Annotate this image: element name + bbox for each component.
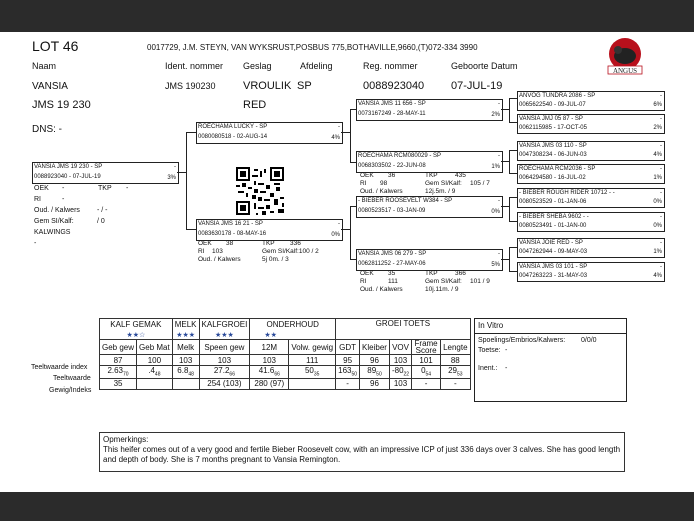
dam-dash: - (338, 221, 340, 227)
performance-table (99, 318, 471, 390)
hdr-milk: Melk (172, 340, 199, 355)
g8-name: VANSIA JMS 03 101 - SP (519, 264, 588, 270)
g2-pct: 2% (653, 125, 662, 131)
flushes-value: 0/0/0 (581, 337, 597, 344)
g2-dash: - (660, 116, 662, 122)
dob-label: Geboorte Datum (451, 61, 518, 71)
g3-dash: - (660, 143, 662, 149)
tests-value: - (505, 347, 508, 354)
hdr-gdt: GDT (336, 340, 360, 355)
self-pedigree-box (32, 162, 179, 184)
self-gem-label: Gem SI/Kalf: (34, 218, 74, 225)
sd-ri-label: RI (360, 180, 367, 187)
ss-dash: - (498, 101, 500, 107)
group-growth-test: GROEI TOETS (336, 319, 470, 340)
dam-ri-value: 103 (212, 248, 223, 255)
idx-birth-maternal: 100 (137, 355, 173, 366)
remarks-box (99, 432, 625, 472)
sd-dash: - (498, 153, 500, 159)
in-vitro-title: In Vitro (478, 321, 504, 330)
wt-mature-weight (289, 378, 336, 389)
dd-ri-label: RI (360, 278, 367, 285)
wt-frame-score: - (412, 378, 441, 389)
animal-color: RED (243, 99, 267, 111)
ggp-box-6 (517, 212, 665, 232)
group-calving-ease: KALF GEMAK (100, 319, 173, 330)
sex-label: Geslag (243, 61, 272, 71)
dd-pct: 5% (491, 262, 500, 268)
ss-name: VANSIA JMS 11 656 - SP (358, 101, 426, 107)
sd-tkp-label: TKP (425, 172, 438, 179)
sire-dam-box (356, 151, 503, 173)
ggp-box-2 (517, 114, 665, 134)
vaccination-label: Inent.: (478, 365, 498, 372)
ggp-box-7 (517, 238, 665, 258)
self-oud-value: - / - (97, 207, 108, 214)
ggp-box-5 (517, 188, 665, 208)
lot-number: LOT 46 (32, 38, 79, 54)
dd-oud-label: Oud. / Kalwers (360, 286, 403, 293)
dd-oud-value: 10j.11m. / 9 (425, 286, 459, 293)
wt-birth-maternal (137, 378, 173, 389)
g1-pct: 6% (653, 102, 662, 108)
dd-ri-value: 111 (388, 278, 398, 285)
ebv-mature-weight: $50_{35}$ (289, 366, 336, 379)
ds-pct: 0% (491, 209, 500, 215)
g4-dash: - (660, 166, 662, 172)
self-oek-label: OEK (34, 185, 49, 192)
dam-oud-value: 5j 0m. / 3 (262, 256, 289, 263)
row-label-weight: Gewig/Indeks (49, 387, 92, 394)
sd-ri-value: 98 (380, 180, 388, 187)
wt-birth-weight: 35 (100, 378, 137, 389)
ds-name: - BIEBER ROOSEVELT W384 - SP (358, 198, 453, 204)
ss-reg: 0073167249 - 28-MAY-11 (358, 111, 426, 117)
idx-frame-score: 101 (412, 355, 441, 366)
self-ri-label: RI (34, 196, 41, 203)
sd-reg: 0068303502 - 22-JUN-08 (358, 163, 426, 169)
g5-pct: 0% (653, 199, 662, 205)
dd-oek-label: OEK (360, 270, 374, 277)
ebv-12m: $41.6_{66}$ (250, 366, 289, 379)
sire-reg: 0080080518 - 02-AUG-14 (198, 134, 268, 140)
in-vitro-panel (474, 318, 627, 402)
sd-oek-value: 36 (388, 172, 396, 179)
ss-pct: 2% (491, 112, 500, 118)
sd-pct: 1% (491, 164, 500, 170)
self-oud-label: Oud. / Kalwers (34, 207, 80, 214)
ggp-box-3 (517, 141, 665, 161)
self-oek-value: - (62, 185, 65, 192)
sire-pct: 4% (331, 135, 340, 141)
idx-kleiber: 96 (360, 355, 390, 366)
g6-dash: - (660, 214, 662, 220)
animal-code: JMS 19 230 (32, 99, 91, 111)
dd-name: VANSIA JMS 06 279 - SP (358, 251, 427, 257)
dept-label: Afdeling (300, 61, 333, 71)
group-maintenance: ONDERHOUD (250, 319, 336, 330)
g7-dash: - (660, 240, 662, 246)
group-calf-growth: KALFGROEI (199, 319, 250, 330)
dam-pct: 0% (331, 232, 340, 238)
g1-reg: 0065622540 - 09-JUL-07 (519, 102, 586, 108)
sd-oud-value: 12j.5m. / 9 (425, 188, 456, 195)
milk-stars: ★★★ (176, 331, 196, 339)
self-reg: 0088923040 - 07-JUL-19 (34, 174, 101, 180)
group-milk: MELK (172, 319, 199, 330)
hdr-birth-weight: Geb gew (100, 340, 137, 355)
g3-reg: 0047308234 - 06-JUN-03 (519, 152, 587, 158)
hdr-kleiber: Kleiber (360, 340, 390, 355)
dd-reg: 0062811252 - 27-MAY-06 (358, 261, 426, 267)
g2-reg: 0062115985 - 17-OCT-05 (519, 125, 587, 131)
idx-vov: 103 (389, 355, 411, 366)
g4-name: ROECHAMA RCM2036 - SP (519, 166, 596, 172)
dam-gem: Gem SI/Kalf:100 / 2 (262, 248, 319, 255)
dam-dam-box (356, 249, 503, 271)
g3-pct: 4% (653, 152, 662, 158)
g3-name: VANSIA JMS 03 110 - SP (519, 143, 587, 149)
row-label-index: Teeltwaarde index (31, 364, 88, 371)
animal-reg: 0088923040 (363, 80, 425, 92)
lot-card (0, 32, 694, 492)
dns-status: DNS: - (32, 124, 62, 135)
ebv-milk: $6.8_{48}$ (172, 366, 199, 379)
animal-name: VANSIA (32, 81, 68, 92)
g6-pct: 0% (653, 223, 662, 229)
ds-dash: - (498, 198, 500, 204)
self-dash: - (174, 164, 176, 170)
sd-oek-label: OEK (360, 172, 374, 179)
ggp-box-4 (517, 164, 665, 184)
reg-label: Reg. nommer (363, 61, 418, 71)
dam-tkp-value: 336 (290, 240, 301, 247)
wt-12m: 280 (97) (250, 378, 289, 389)
g6-name: - BIEBER SHEBA 9602 - - (519, 214, 589, 220)
g1-dash: - (660, 93, 662, 99)
g7-name: VANSIA JOIE RED - SP (519, 240, 583, 246)
sire-box (196, 122, 343, 144)
wt-length: - (441, 378, 470, 389)
idx-12m: 103 (250, 355, 289, 366)
idx-birth-weight: 87 (100, 355, 137, 366)
wt-kleiber: 96 (360, 378, 390, 389)
dam-tkp-label: TKP (262, 240, 275, 247)
hdr-birth-maternal: Geb Mat (137, 340, 173, 355)
g7-reg: 0047262944 - 09-MAY-03 (519, 249, 588, 255)
dd-gem-label: Gem SI/Kalf: (425, 278, 462, 285)
idx-gdt: 95 (336, 355, 360, 366)
idx-wean-weight: 103 (199, 355, 250, 366)
name-label: Naam (32, 61, 57, 71)
g5-name: - BIEBER ROUGH RIDER 10712 - - (519, 190, 615, 196)
ebv-wean-weight: $27.2_{66}$ (199, 366, 250, 379)
sire-dash: - (338, 124, 340, 130)
ebv-birth-maternal: $.4_{48}$ (137, 366, 173, 379)
idx-milk: 103 (172, 355, 199, 366)
g8-pct: 4% (653, 273, 662, 279)
remarks-title: Opmerkings: (103, 435, 149, 444)
g8-dash: - (660, 264, 662, 270)
calf-growth-stars: ★★★ (215, 331, 234, 339)
g1-name: ANVOG TUNDRA 2086 - SP (519, 93, 596, 99)
sd-gem-value: 105 / 7 (470, 180, 490, 187)
dam-oud-label: Oud. / Kalwers (198, 256, 241, 263)
g6-reg: 0080523491 - 01-JAN-00 (519, 223, 587, 229)
g8-reg: 0047263223 - 31-MAY-03 (519, 273, 588, 279)
sire-sire-box (356, 99, 503, 121)
hdr-frame-score: Frame Score (412, 340, 441, 355)
sd-gem-label: Gem SI/Kalf: (425, 180, 462, 187)
idx-mature-weight: 111 (289, 355, 336, 366)
dam-ri-label: RI (198, 248, 205, 255)
g5-dash: - (660, 190, 662, 196)
hdr-wean-weight: Speen gew (199, 340, 250, 355)
qr-code (236, 167, 284, 215)
dam-reg: 0083630178 - 08-MAY-16 (198, 231, 267, 237)
sd-tkp-value: 435 (455, 172, 466, 179)
self-ri-value: - (62, 196, 65, 203)
dam-name: VANSIA JMS 16 21 - SP (198, 221, 263, 227)
self-kalwings-value: - (34, 240, 37, 247)
ident-label: Ident. nommer (165, 61, 224, 71)
animal-ident: JMS 190230 (165, 81, 216, 91)
tests-label: Toetse: (478, 347, 501, 354)
g4-reg: 0064294580 - 16-JUL-02 (519, 175, 586, 181)
self-name: VANSIA JMS 19 230 - SP (34, 164, 103, 170)
self-pct: 3% (167, 175, 176, 181)
maintenance-stars: ★★ (264, 331, 277, 339)
g2-name: VANSIA JMJ 05 87 - SP (519, 116, 583, 122)
g5-reg: 0080523529 - 01-JAN-06 (519, 199, 587, 205)
dd-tkp-value: 366 (455, 270, 466, 277)
g7-pct: 1% (653, 249, 662, 255)
ebv-kleiber: $89_{50}$ (360, 366, 390, 379)
animal-dob: 07-JUL-19 (451, 80, 503, 92)
dd-oek-value: 35 (388, 270, 396, 277)
dam-sire-box (356, 196, 503, 218)
ds-reg: 0080523517 - 03-JAN-09 (358, 208, 426, 214)
self-tkp-value: - (126, 185, 129, 192)
sd-name: ROECHAMA RCM080029 - SP (358, 153, 442, 159)
wt-vov: 103 (389, 378, 411, 389)
vaccination-value: - (505, 365, 508, 372)
flushes-label: Spoelings/Embrios/Kalwers: (478, 337, 566, 344)
logo-text: ANGUS (612, 67, 638, 75)
row-label-ebv: Teeltwaarde (53, 375, 91, 382)
dd-tkp-label: TKP (425, 270, 438, 277)
wt-wean-weight: 254 (103) (199, 378, 250, 389)
hdr-12m: 12M (250, 340, 289, 355)
animal-sex: VROULIK (243, 80, 292, 92)
ebv-frame-score: $0_{54}$ (412, 366, 441, 379)
sire-name: ROECHAMA LUCKY - SP (198, 124, 268, 130)
ebv-gdt: $163_{50}$ (336, 366, 360, 379)
hdr-vov: VOV (389, 340, 411, 355)
remarks-text: This heifer comes out of a very good and fertile Bieber Roosevelt cow, with an impressive ICP of just 336 days over 3 calves. She has good length and depth of body. She is 7 months pregnant to Vansia Remington. (103, 445, 621, 464)
ggp-box-1 (517, 91, 665, 111)
self-kalwings-label: KALWINGS (34, 229, 71, 236)
wt-gdt: - (336, 378, 360, 389)
dd-gem-value: 101 / 9 (470, 278, 490, 285)
breeder-info: 0017729, J.M. STEYN, VAN WYKSRUST,POSBUS 775,BOTHAVILLE,9660,(T)072-334 3990 (147, 43, 478, 52)
g4-pct: 1% (653, 175, 662, 181)
self-tkp-label: TKP (98, 185, 112, 192)
hdr-length: Lengte (441, 340, 470, 355)
ebv-vov: $-80_{22}$ (389, 366, 411, 379)
hdr-mature-weight: Volw. gewig (289, 340, 336, 355)
self-gem-value: / 0 (97, 218, 105, 225)
dam-oek-label: OEK (198, 240, 212, 247)
wt-milk (172, 378, 199, 389)
calving-ease-stars: ★★☆ (126, 331, 146, 339)
angus-logo (602, 36, 648, 76)
ebv-birth-weight: $2.63_{70}$ (100, 366, 137, 379)
dam-box (196, 219, 343, 241)
dd-dash: - (498, 251, 500, 257)
idx-length: 88 (441, 355, 470, 366)
dam-oek-value: 38 (226, 240, 234, 247)
sd-oud-label: Oud. / Kalwers (360, 188, 403, 195)
ggp-box-8 (517, 262, 665, 282)
animal-dept: SP (297, 80, 312, 92)
ebv-length: $29_{53}$ (441, 366, 470, 379)
